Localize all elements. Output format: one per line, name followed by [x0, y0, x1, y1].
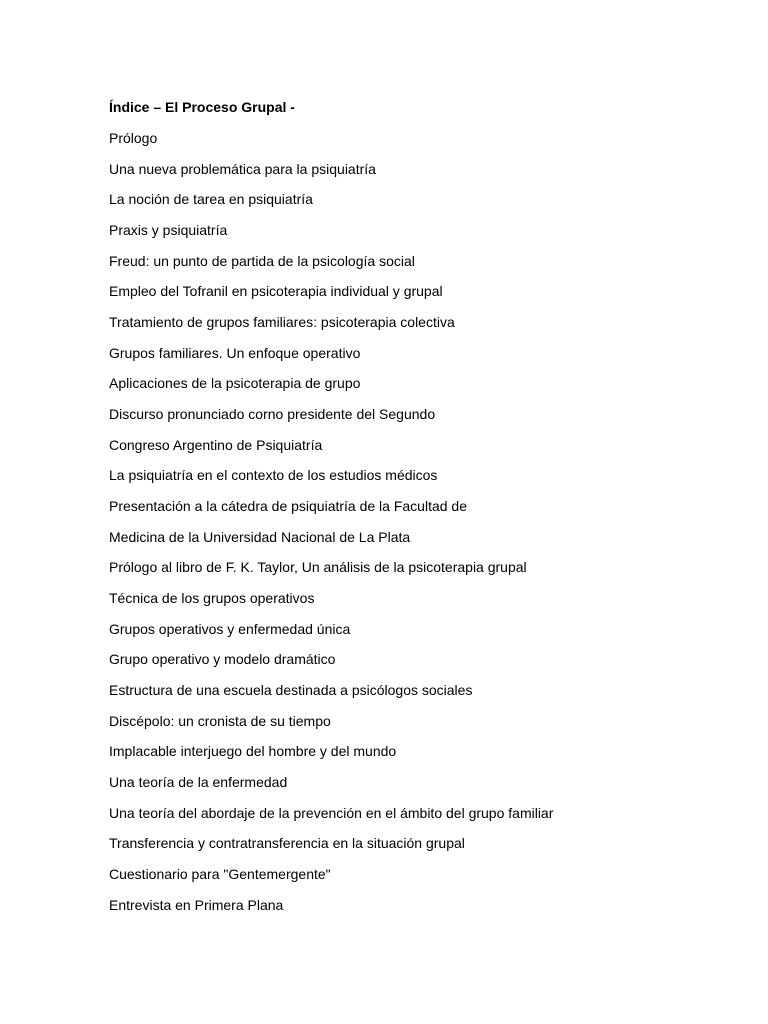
toc-entry: La noción de tarea en psiquiatría: [109, 191, 313, 208]
toc-entry: Discurso pronunciado corno presidente del Segundo: [109, 406, 436, 423]
toc-entry: Una nueva problemática para la psiquiatría: [109, 160, 376, 177]
toc-entry: Congreso Argentino de Psiquiatría: [109, 436, 323, 453]
toc-entry: Discépolo: un cronista de su tiempo: [109, 712, 331, 729]
toc-entry: Técnica de los grupos operativos: [109, 590, 315, 607]
toc-entry: La psiquiatría en el contexto de los estudios médicos: [109, 467, 438, 484]
toc-entry: Empleo del Tofranil en psicoterapia individual y grupal: [109, 283, 443, 300]
toc-entry: Medicina de la Universidad Nacional de La Plata: [109, 528, 411, 545]
toc-entry: Grupos operativos y enfermedad única: [109, 620, 351, 637]
toc-entry: Grupos familiares. Un enfoque operativo: [109, 344, 361, 361]
toc-entry: Cuestionario para "Gentemergente": [109, 866, 331, 883]
toc-entry: Prólogo al libro de F. K. Taylor, Un análisis de la psicoterapia grupal: [109, 559, 527, 576]
page-title: Índice – El Proceso Grupal -: [109, 99, 295, 115]
toc-entry: Presentación a la cátedra de psiquiatría de la Facultad de: [109, 498, 468, 515]
toc-entry: Estructura de una escuela destinada a psicólogos sociales: [109, 682, 473, 699]
toc-entry: Tratamiento de grupos familiares: psicoterapia colectiva: [109, 314, 455, 331]
toc-entry: Prólogo: [109, 130, 158, 146]
toc-entry: Transferencia y contratransferencia en la situación grupal: [109, 835, 465, 852]
toc-entry: Freud: un punto de partida de la psicología social: [109, 252, 415, 269]
toc-entry: Una teoría del abordaje de la prevención en el ámbito del grupo familiar: [109, 804, 554, 821]
table-of-contents: [109, 129, 553, 926]
toc-entry: Aplicaciones de la psicoterapia de grupo: [109, 375, 361, 392]
toc-entry: Una teoría de la enfermedad: [109, 774, 288, 791]
toc-entry: Entrevista en Primera Plana: [109, 896, 284, 913]
toc-entry: Grupo operativo y modelo dramático: [109, 651, 336, 668]
toc-entry: Praxis y psiquiatría: [109, 222, 228, 239]
toc-entry: Implacable interjuego del hombre y del mundo: [109, 743, 397, 760]
